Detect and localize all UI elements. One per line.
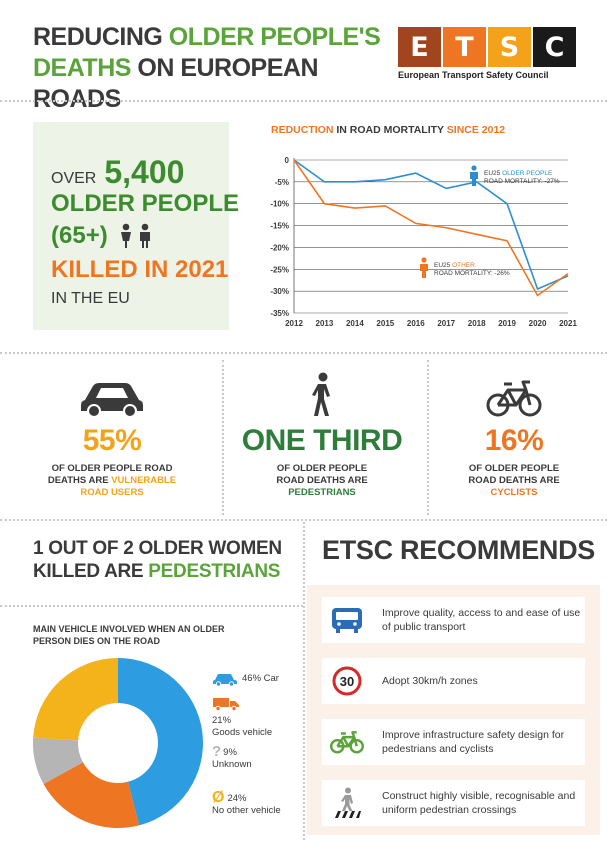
legend-unknown: ? 9% Unknown [212,743,252,770]
logo-subtitle: European Transport Safety Council [398,70,549,80]
recommends-panel [307,585,600,835]
divider [0,605,303,607]
women-pedestrians-heading: 1 OUT OF 2 OLDER WOMEN KILLED ARE PEDESTRIANS [33,538,282,582]
recommendation-item [322,719,585,765]
x-tick-label: 2012 [285,319,303,328]
person-icon [420,264,428,278]
x-tick-label: 2016 [406,319,425,328]
legend-goods-vehicle: 21% Goods vehicle [212,697,272,739]
pedestrian-icon [307,372,337,418]
series-label: ROAD MORTALITY: -26% [434,270,510,277]
recommendation-item [322,597,585,643]
stat-description: OF OLDER PEOPLE ROAD DEATHS ARE PEDESTRIANS [276,463,368,498]
logo-letter: E [398,27,441,67]
stat-description: OF OLDER PEOPLE ROAD DEATHS ARE CYCLISTS [468,463,560,498]
recommendation-text: Adopt 30km/h zones [382,675,478,687]
x-tick-label: 2020 [528,319,547,328]
x-tick-label: 2013 [315,319,334,328]
speed-limit-icon [332,666,362,696]
divider [0,519,607,521]
divider [222,360,224,515]
bicycle-icon [486,378,542,418]
stat-description: OF OLDER PEOPLE ROAD DEATHS ARE VULNERABLE ROAD USERS [47,463,177,498]
headline-stat-box [33,122,240,330]
stat-value: ONE THIRD [241,424,403,457]
stat-line-1 [51,154,184,191]
mortality-line-chart [262,148,580,333]
title-highlight: OLDER PEOPLE'S [168,23,381,51]
logo-letter: C [533,27,576,67]
recommends-title: ETSC RECOMMENDS [322,535,596,565]
stat-value: 55% [82,424,142,457]
x-tick-label: 2019 [498,319,517,328]
recommendation-text: Improve infrastructure safety design for pedestrians and cyclists [382,729,565,755]
legend-car: 46% Car [212,672,279,686]
y-tick-label: -5% [274,177,289,187]
divider [0,100,607,102]
people-icon [116,223,156,249]
donut-slice [33,658,118,740]
etsc-logo [398,27,576,80]
legend-other [420,257,510,278]
stat-pedestrians [232,370,412,499]
bicycle-icon [330,729,364,755]
stat-number: 5,400 [104,154,185,190]
logo-letter: S [488,27,531,67]
stat-age: (65+) [51,222,156,250]
x-tick-label: 2018 [467,319,486,328]
person-icon [471,165,476,170]
stat-value: 16% [484,424,544,457]
recommendation-item [322,780,585,826]
y-tick-label: -35% [270,309,289,318]
y-tick-label: -10% [270,199,289,209]
divider [0,352,607,354]
truck-icon [212,697,240,711]
person-icon [421,257,426,262]
y-tick-label: -30% [270,287,289,297]
y-tick-label: -15% [270,221,289,231]
stat-region: IN THE EU [51,290,130,307]
stat-vulnerable [22,370,202,499]
logo-letter: T [443,27,486,67]
car-icon [77,378,147,418]
question-icon: ? [212,743,222,760]
series-label: ROAD MORTALITY: -27% [484,178,560,185]
pedestrian-crossing-icon [332,787,362,819]
stat-older-people: OLDER PEOPLE [51,190,240,217]
car-icon [212,672,238,686]
bus-icon [330,606,364,634]
chart-title: REDUCTION IN ROAD MORTALITY SINCE 2012 [271,124,506,136]
title-text: REDUCING [33,23,169,51]
person-icon [470,172,478,186]
y-tick-label: -20% [270,243,289,253]
stat-over: OVER [51,170,97,187]
svg-text:30: 30 [339,674,355,689]
stat-killed: KILLED IN 2021 [51,256,229,283]
x-tick-label: 2021 [559,319,577,328]
y-tick-label: 0 [284,156,289,165]
recommendation-text: Improve quality, access to and ease of use of public transport [382,607,581,633]
series-label: EU25 OTHER [434,262,475,269]
x-tick-label: 2015 [376,319,395,328]
pie-title: MAIN VEHICLE INVOLVED WHEN AN OLDER PERSON DIES ON THE ROAD [33,624,225,646]
recommendation-item [322,658,585,704]
title-highlight: DEATHS [33,54,131,82]
y-tick-label: -25% [270,265,289,275]
title-text: ON EUROPEAN ROADS [33,54,319,113]
stat-cyclists [424,370,604,499]
x-tick-label: 2014 [345,319,364,328]
recommendation-text: Construct highly visible, recognisable and uniform pedestrian crossings [382,790,576,816]
vehicle-donut-chart [30,655,210,835]
x-tick-label: 2017 [437,319,456,328]
series-label: EU25 OLDER PEOPLE [484,170,553,177]
legend-older-people [470,165,560,186]
divider [303,522,305,840]
empty-set-icon: Ø [212,789,225,806]
legend-no-other-vehicle: Ø 24% No other vehicle [212,789,281,816]
